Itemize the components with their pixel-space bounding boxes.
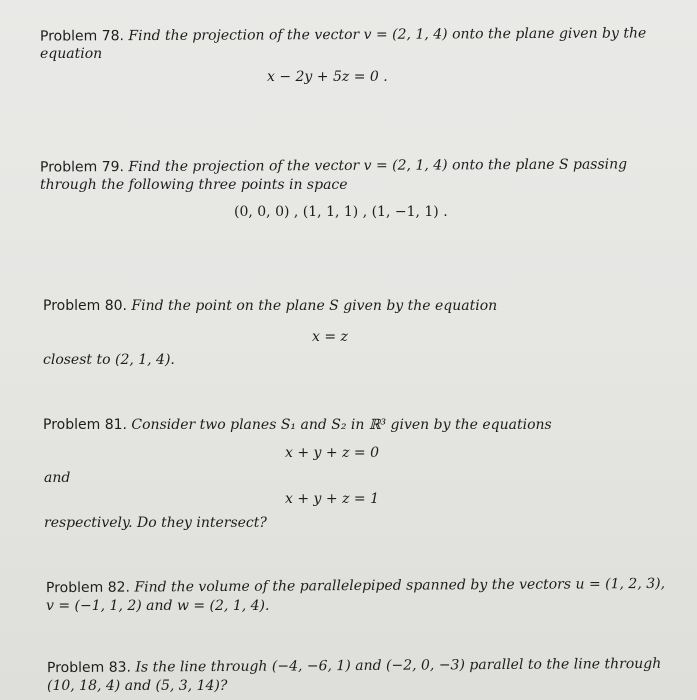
problem-79-line2: through the following three points in space: [40, 177, 348, 193]
problem-80-line2: closest to (2, 1, 4).: [43, 352, 175, 368]
problem-83-line2: (10, 18, 4) and (5, 3, 14)?: [47, 678, 228, 694]
problem-83-line1: [47, 655, 661, 677]
problem-79-text: Find the projection of the vector v = (2, 1, 4) onto the plane S passing: [128, 156, 628, 176]
problem-82-heading: Problem 82.: [45, 579, 131, 597]
problem-81-line2: respectively. Do they intersect?: [44, 515, 267, 531]
problem-80-equation: x = z: [312, 329, 348, 345]
problem-83-heading: Problem 83.: [46, 659, 132, 677]
problem-81-text: Consider two planes S₁ and S₂ in ℝ³ given by the equations: [131, 417, 552, 433]
problem-81-equation-2: x + y + z = 1: [285, 491, 379, 507]
problem-78-equation: x − 2y + 5z = 0 .: [267, 69, 388, 85]
problem-81-line1: [43, 416, 552, 434]
problem-78-line1: [40, 24, 646, 45]
problem-82-line1: [46, 575, 665, 597]
problem-81-and: and: [44, 470, 71, 486]
problem-78-text: Find the projection of the vector v = (2, 1, 4) onto the plane given by the: [128, 25, 647, 45]
problem-82-line2: v = (−1, 1, 2) and w = (2, 1, 4).: [46, 598, 270, 614]
problem-79-heading: Problem 79.: [39, 159, 124, 176]
problem-79-line1: [40, 155, 627, 176]
problem-78-line2: equation: [40, 46, 103, 62]
problem-78-heading: Problem 78.: [39, 28, 124, 45]
problem-81-heading: Problem 81.: [43, 417, 127, 433]
problem-80-heading: Problem 80.: [43, 298, 127, 314]
problem-80-line1: [43, 297, 497, 315]
problem-83-text: Is the line through (−4, −6, 1) and (−2, 0, −3) parallel to the line through: [135, 655, 662, 676]
problem-82-text: Find the volume of the parallelepiped spanned by the vectors u = (1, 2, 3),: [134, 575, 666, 596]
problem-79-points: (0, 0, 0) , (1, 1, 1) , (1, −1, 1) .: [234, 204, 448, 220]
problem-81-equation-1: x + y + z = 0: [285, 445, 379, 461]
problem-80-text: Find the point on the plane S given by the equation: [131, 298, 498, 314]
